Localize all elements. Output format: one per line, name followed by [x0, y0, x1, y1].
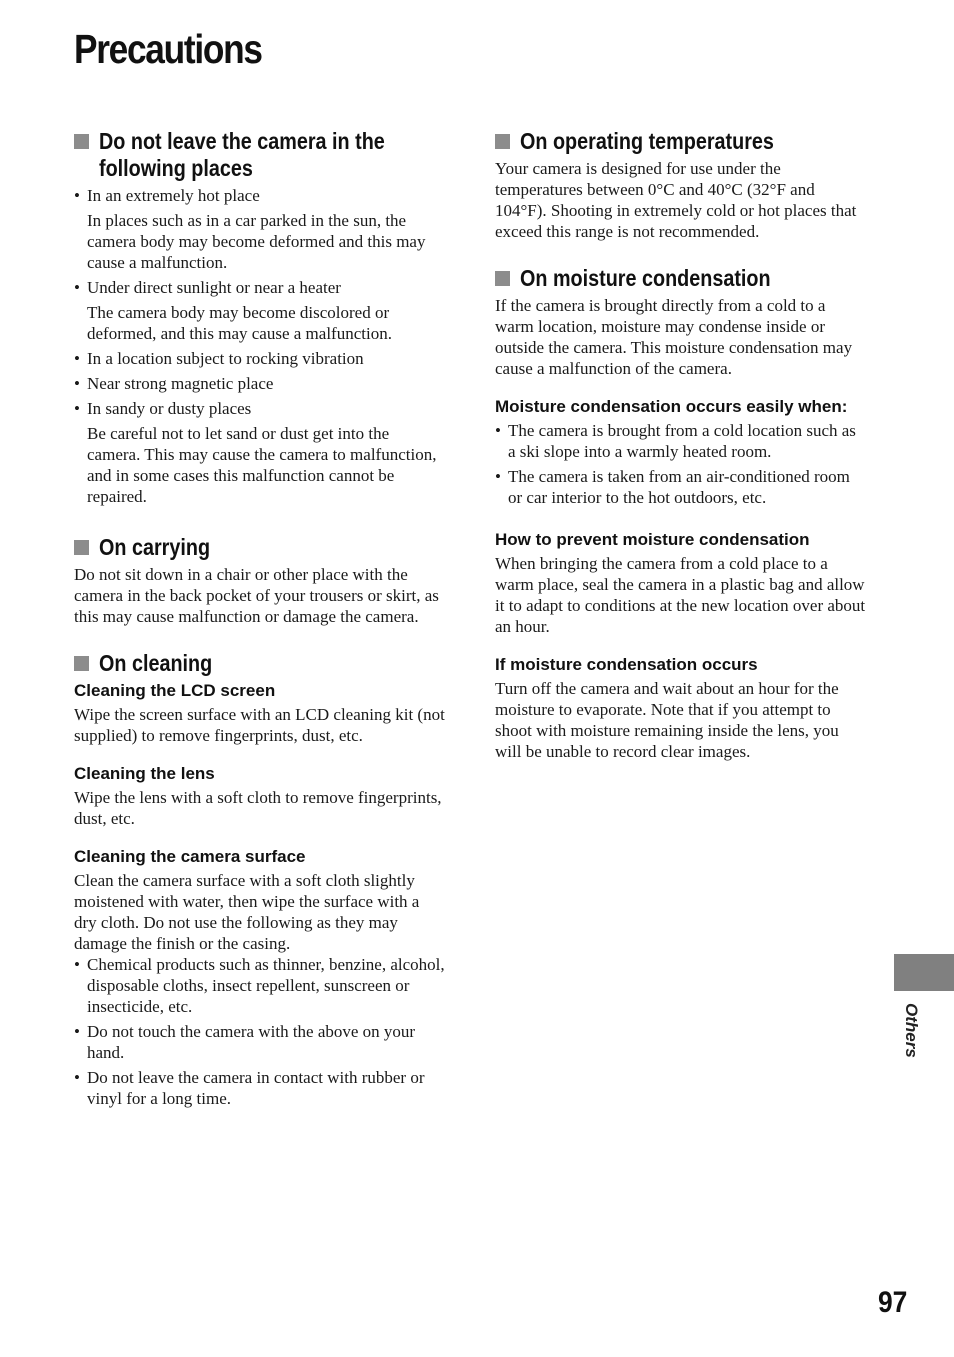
- subheading-if-occurs: If moisture condensation occurs: [495, 655, 758, 674]
- list-item: [74, 348, 446, 369]
- places-list: [74, 185, 446, 507]
- section-cleaning: [74, 650, 446, 1109]
- surface-body: Clean the camera surface with a soft cloth slightly moistened with water, then wipe the surface with a dry cloth. Do not use the following as they may damage the finish or the casing.: [74, 871, 420, 953]
- page-title: Precautions: [74, 26, 262, 72]
- bullet-dot-icon: •: [74, 349, 80, 368]
- lcd-body: Wipe the screen surface with an LCD cleaning kit (not supplied) to remove fingerprints, dust, etc.: [74, 705, 445, 745]
- list-item: [74, 185, 446, 273]
- square-bullet-icon: [74, 134, 89, 149]
- square-bullet-icon: [74, 656, 89, 671]
- occurs-list: [495, 420, 867, 508]
- square-bullet-icon: [74, 540, 89, 555]
- section-heading: [495, 265, 867, 292]
- section-heading-text: On operating temperatures: [520, 128, 774, 154]
- section-body: Do not sit down in a chair or other place with the camera in the back pocket of your trousers or skirt, as this may cause malfunction or damage the camera.: [74, 565, 439, 626]
- list-item-text: In a location subject to rocking vibration: [87, 349, 364, 368]
- bullet-dot-icon: •: [495, 467, 501, 486]
- bullet-dot-icon: •: [495, 421, 501, 440]
- lens-body: Wipe the lens with a soft cloth to remove fingerprints, dust, etc.: [74, 788, 442, 828]
- list-item: [74, 1021, 446, 1063]
- list-item: [74, 954, 446, 1017]
- section-temperatures: [495, 128, 867, 242]
- section-condensation: [495, 265, 867, 762]
- section-carrying: [74, 534, 446, 627]
- bullet-dot-icon: •: [74, 1022, 80, 1041]
- section-heading-text: On carrying: [99, 534, 211, 560]
- section-heading-text: Do not leave the camera in the following places: [99, 128, 385, 181]
- list-item-text: In sandy or dusty places: [87, 399, 252, 418]
- section-places: [74, 128, 446, 507]
- bullet-dot-icon: •: [74, 955, 80, 974]
- page-number: 97: [878, 1286, 908, 1319]
- list-item-detail: In places such as in a car parked in the sun, the camera body may become deformed and this may cause a malfunction.: [87, 211, 426, 272]
- subheading-lcd: Cleaning the LCD screen: [74, 681, 276, 700]
- section-heading-text: On cleaning: [99, 650, 213, 676]
- left-column: [74, 128, 446, 1113]
- list-item-text: The camera is taken from an air-conditioned room or car interior to the hot outdoors, etc.: [508, 467, 850, 507]
- section-heading: [74, 128, 446, 182]
- list-item: [74, 373, 446, 394]
- list-item-text: Under direct sunlight or near a heater: [87, 278, 341, 297]
- list-item-text: Do not leave the camera in contact with rubber or vinyl for a long time.: [87, 1068, 425, 1108]
- section-heading: [74, 650, 446, 677]
- prevent-body: When bringing the camera from a cold place to a warm place, seal the camera in a plastic bag and allow it to adapt to conditions at the new location over about an hour.: [495, 554, 866, 636]
- subheading-surface: Cleaning the camera surface: [74, 847, 306, 866]
- section-body: Your camera is designed for use under the temperatures between 0°C and 40°C (32°F and 104°F). Shooting in extremely cold or hot places that exceed this range is not recommended.: [495, 159, 857, 241]
- list-item: [74, 398, 446, 507]
- list-item: [74, 1067, 446, 1109]
- section-heading: [495, 128, 867, 155]
- bullet-dot-icon: •: [74, 278, 80, 297]
- surface-list: [74, 954, 446, 1109]
- list-item-detail: Be careful not to let sand or dust get into the camera. This may cause the camera to malfunction, and in some cases this malfunction cannot be repaired.: [87, 424, 437, 506]
- list-item-text: In an extremely hot place: [87, 186, 260, 205]
- section-tab-label: Others: [902, 1003, 921, 1058]
- square-bullet-icon: [495, 134, 510, 149]
- list-item: [495, 466, 867, 508]
- bullet-dot-icon: •: [74, 374, 80, 393]
- square-bullet-icon: [495, 271, 510, 286]
- subheading-lens: Cleaning the lens: [74, 764, 215, 783]
- subheading-prevent: How to prevent moisture condensation: [495, 530, 810, 549]
- bullet-dot-icon: •: [74, 186, 80, 205]
- if-occurs-body: Turn off the camera and wait about an hour for the moisture to evaporate. Note that if you attempt to shoot with moisture remaining inside the lens, you will be unable to record clear images.: [495, 679, 839, 761]
- right-column: [495, 128, 867, 762]
- section-heading-text: On moisture condensation: [520, 265, 771, 291]
- list-item: [74, 277, 446, 344]
- bullet-dot-icon: •: [74, 1068, 80, 1087]
- list-item-text: Near strong magnetic place: [87, 374, 274, 393]
- section-body: If the camera is brought directly from a cold to a warm location, moisture may condense inside or outside the camera. This moisture condensation may cause a malfunction of the camera.: [495, 296, 853, 378]
- list-item-text: The camera is brought from a cold location such as a ski slope into a warmly heated room.: [508, 421, 856, 461]
- list-item-text: Chemical products such as thinner, benzine, alcohol, disposable cloths, insect repellent, sunscreen or insecticide, etc.: [87, 955, 445, 1016]
- subheading-occurs: Moisture condensation occurs easily when:: [495, 397, 848, 416]
- list-item-text: Do not touch the camera with the above on your hand.: [87, 1022, 416, 1062]
- bullet-dot-icon: •: [74, 399, 80, 418]
- section-tab-marker: [894, 954, 954, 991]
- section-heading: [74, 534, 446, 561]
- list-item-detail: The camera body may become discolored or deformed, and this may cause a malfunction.: [87, 303, 392, 343]
- list-item: [495, 420, 867, 462]
